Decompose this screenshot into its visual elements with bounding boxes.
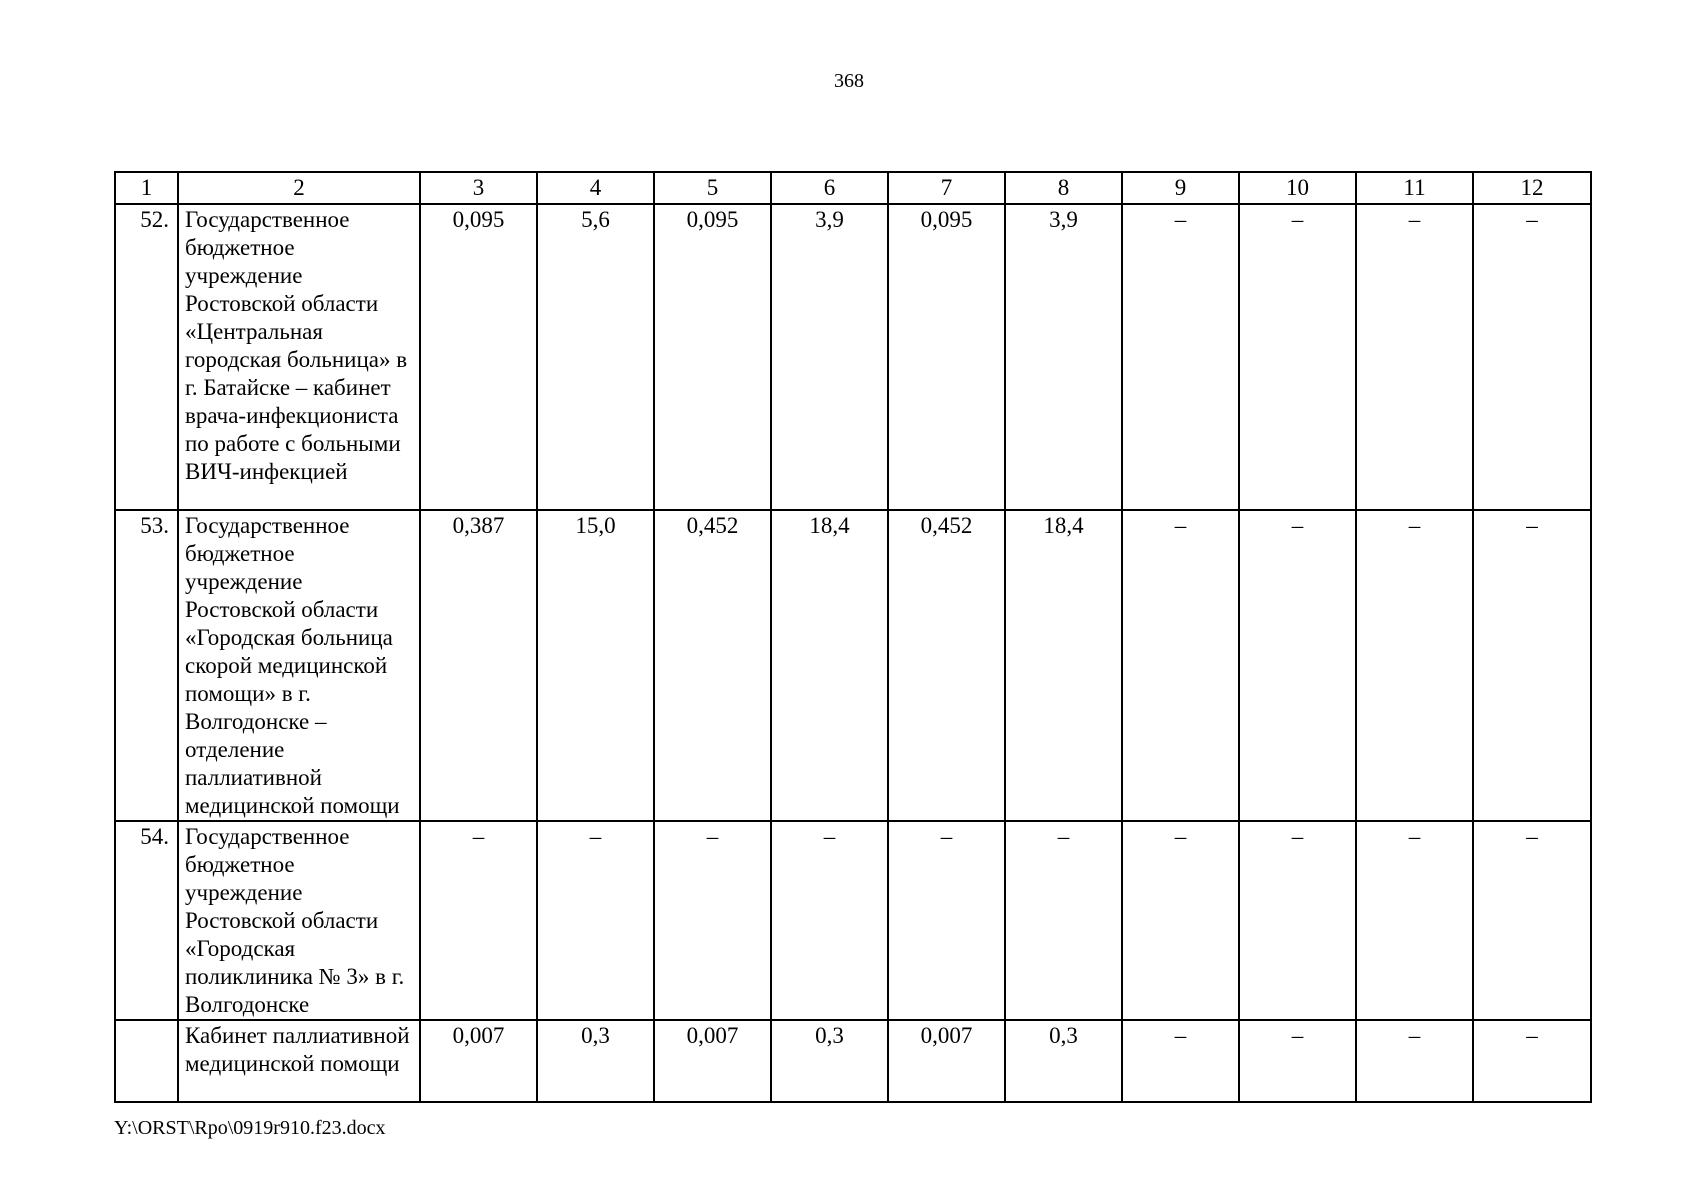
value-cell: – bbox=[1122, 204, 1239, 510]
value-cell: 3,9 bbox=[771, 204, 888, 510]
value-cell: – bbox=[1473, 821, 1591, 1020]
value-cell: – bbox=[1356, 510, 1473, 821]
organization-name: Кабинет паллиативной медицинской помощи bbox=[178, 1020, 420, 1102]
value-cell: 15,0 bbox=[537, 510, 654, 821]
value-cell: – bbox=[1356, 821, 1473, 1020]
column-header: 5 bbox=[654, 172, 771, 204]
column-header: 4 bbox=[537, 172, 654, 204]
column-header: 11 bbox=[1356, 172, 1473, 204]
value-cell: – bbox=[1239, 510, 1356, 821]
table-row bbox=[115, 510, 1591, 821]
value-cell: – bbox=[420, 821, 537, 1020]
value-cell: 0,3 bbox=[537, 1020, 654, 1102]
organization-name: Государственное бюджетное учреждение Ростовской области «Центральная городская больница» в г. Батайске – кабинет врача-инфекциониста по работе с больными ВИЧ-инфекцией bbox=[178, 204, 420, 510]
value-cell: – bbox=[771, 821, 888, 1020]
value-cell: 3,9 bbox=[1005, 204, 1122, 510]
value-cell: 0,095 bbox=[420, 204, 537, 510]
value-cell: 0,007 bbox=[888, 1020, 1005, 1102]
table-row bbox=[115, 1020, 1591, 1102]
column-header: 2 bbox=[178, 172, 420, 204]
value-cell: – bbox=[888, 821, 1005, 1020]
value-cell: 0,452 bbox=[888, 510, 1005, 821]
value-cell: – bbox=[537, 821, 654, 1020]
value-cell: – bbox=[1122, 821, 1239, 1020]
column-header: 1 bbox=[115, 172, 178, 204]
column-header: 9 bbox=[1122, 172, 1239, 204]
value-cell: – bbox=[1473, 510, 1591, 821]
column-header: 7 bbox=[888, 172, 1005, 204]
row-number: 54. bbox=[115, 821, 178, 1020]
table-row bbox=[115, 821, 1591, 1020]
value-cell: – bbox=[1122, 510, 1239, 821]
value-cell: – bbox=[1122, 1020, 1239, 1102]
value-cell: 0,3 bbox=[771, 1020, 888, 1102]
page-number: 368 bbox=[834, 70, 864, 92]
organization-name: Государственное бюджетное учреждение Ростовской области «Городская поликлиника № 3» в г. Волгодонске bbox=[178, 821, 420, 1020]
value-cell: 0,452 bbox=[654, 510, 771, 821]
value-cell: 0,007 bbox=[654, 1020, 771, 1102]
value-cell: 0,387 bbox=[420, 510, 537, 821]
value-cell: – bbox=[1239, 204, 1356, 510]
column-header: 12 bbox=[1473, 172, 1591, 204]
table-body bbox=[115, 172, 1591, 1102]
row-number: 52. bbox=[115, 204, 178, 510]
value-cell: 5,6 bbox=[537, 204, 654, 510]
value-cell: 0,095 bbox=[654, 204, 771, 510]
column-header: 8 bbox=[1005, 172, 1122, 204]
value-cell: 0,007 bbox=[420, 1020, 537, 1102]
value-cell: – bbox=[1239, 1020, 1356, 1102]
value-cell: – bbox=[1473, 204, 1591, 510]
value-cell: 18,4 bbox=[771, 510, 888, 821]
table-row bbox=[115, 204, 1591, 510]
file-path-footer: Y:\ORST\Rpo\0919r910.f23.docx bbox=[114, 1117, 386, 1139]
organization-name: Государственное бюджетное учреждение Ростовской области «Городская больница скорой медицинской помощи» в г. Волгодонске – отделение паллиативной медицинской помощи bbox=[178, 510, 420, 821]
value-cell: – bbox=[1239, 821, 1356, 1020]
value-cell: 18,4 bbox=[1005, 510, 1122, 821]
row-number: 53. bbox=[115, 510, 178, 821]
column-header: 10 bbox=[1239, 172, 1356, 204]
value-cell: 0,095 bbox=[888, 204, 1005, 510]
value-cell: – bbox=[1005, 821, 1122, 1020]
column-header: 6 bbox=[771, 172, 888, 204]
table-header-row bbox=[115, 172, 1591, 204]
column-header: 3 bbox=[420, 172, 537, 204]
value-cell: – bbox=[1473, 1020, 1591, 1102]
data-table bbox=[114, 171, 1592, 1103]
value-cell: 0,3 bbox=[1005, 1020, 1122, 1102]
value-cell: – bbox=[1356, 204, 1473, 510]
value-cell: – bbox=[1356, 1020, 1473, 1102]
row-number bbox=[115, 1020, 178, 1102]
value-cell: – bbox=[654, 821, 771, 1020]
